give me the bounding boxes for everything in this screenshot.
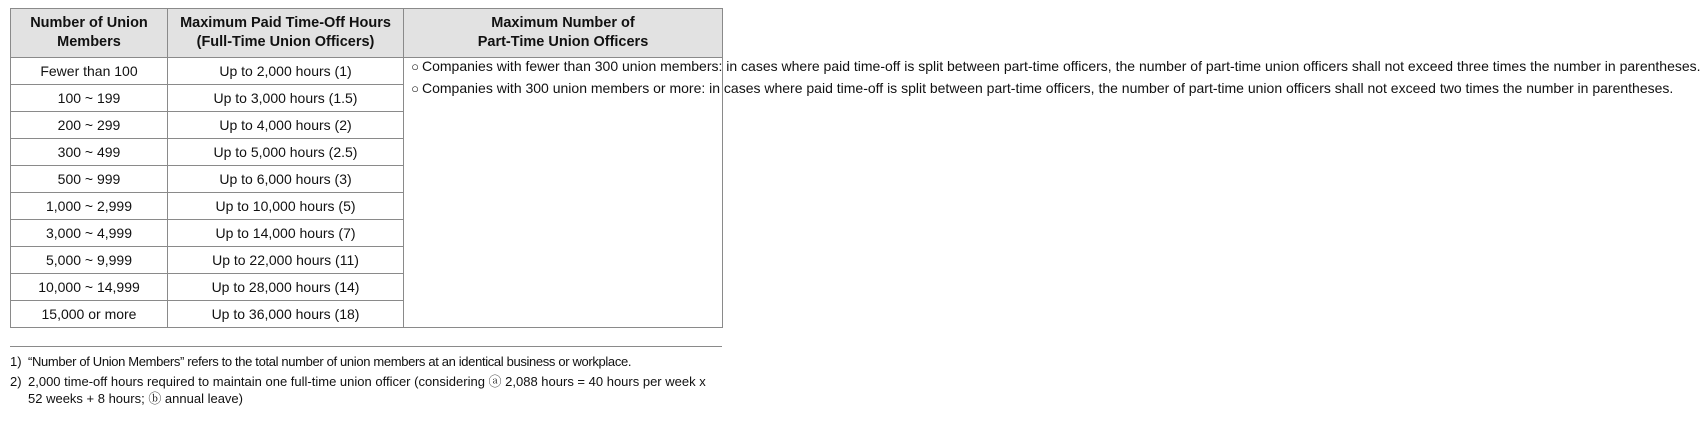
table-header-row <box>11 9 723 58</box>
note-item <box>408 58 1701 76</box>
cell-max-paid-hours: Up to 4,000 hours (2) <box>168 112 404 139</box>
cell-union-members: 300 ~ 499 <box>11 139 168 166</box>
cell-max-paid-hours: Up to 5,000 hours (2.5) <box>168 139 404 166</box>
footnote <box>10 353 722 370</box>
circle-bullet-icon: ○ <box>411 80 419 96</box>
cell-union-members: 1,000 ~ 2,999 <box>11 193 168 220</box>
cell-max-paid-hours: Up to 10,000 hours (5) <box>168 193 404 220</box>
cell-max-paid-hours: Up to 3,000 hours (1.5) <box>168 85 404 112</box>
header-max-part-time-officers: Maximum Number of Part-Time Union Officers <box>404 9 723 58</box>
cell-max-paid-hours: Up to 28,000 hours (14) <box>168 274 404 301</box>
cell-union-members: 200 ~ 299 <box>11 112 168 139</box>
cell-union-members: Fewer than 100 <box>11 58 168 85</box>
cell-union-members: 15,000 or more <box>11 301 168 328</box>
footnote <box>10 373 722 407</box>
cell-max-paid-hours: Up to 14,000 hours (7) <box>168 220 404 247</box>
note-text: Companies with 300 union members or more: in cases where paid time-off is split between part-time officers, the number of part-time union officers shall not exceed two times the number in parentheses. <box>422 79 1674 96</box>
cell-max-paid-hours: Up to 36,000 hours (18) <box>168 301 404 328</box>
footnote-text: “Number of Union Members” refers to the total number of union members at an identical business or workplace. <box>28 354 632 369</box>
cell-max-paid-hours: Up to 22,000 hours (11) <box>168 247 404 274</box>
cell-union-members: 100 ~ 199 <box>11 85 168 112</box>
header-union-members: Number of Union Members <box>11 9 168 58</box>
circle-bullet-icon: ○ <box>411 59 419 74</box>
cell-union-members: 10,000 ~ 14,999 <box>11 274 168 301</box>
table-row <box>11 58 723 85</box>
cell-max-paid-hours: Up to 6,000 hours (3) <box>168 166 404 193</box>
part-time-officer-notes <box>404 58 1701 328</box>
header-max-paid-hours: Maximum Paid Time-Off Hours (Full-Time Union Officers) <box>168 9 404 58</box>
footnote-text: 2,000 time-off hours required to maintain one full-time union officer (considering ⓐ 2,088 hours = 40 hours per week x 52 weeks + 8 hours; ⓑ annual leave) <box>28 374 706 406</box>
footnote-number: 2) <box>10 374 22 389</box>
cell-max-paid-hours: Up to 2,000 hours (1) <box>168 58 404 85</box>
time-off-table <box>10 8 1701 328</box>
footnote-number: 1) <box>10 354 22 369</box>
cell-union-members: 500 ~ 999 <box>11 166 168 193</box>
note-item <box>408 79 1674 98</box>
cell-union-members: 5,000 ~ 9,999 <box>11 247 168 274</box>
footnotes <box>10 346 722 407</box>
cell-union-members: 3,000 ~ 4,999 <box>11 220 168 247</box>
note-text: Companies with fewer than 300 union members: in cases where paid time-off is split between part-time officers, the number of part-time union officers shall not exceed three times the number in parentheses. <box>422 58 1701 74</box>
